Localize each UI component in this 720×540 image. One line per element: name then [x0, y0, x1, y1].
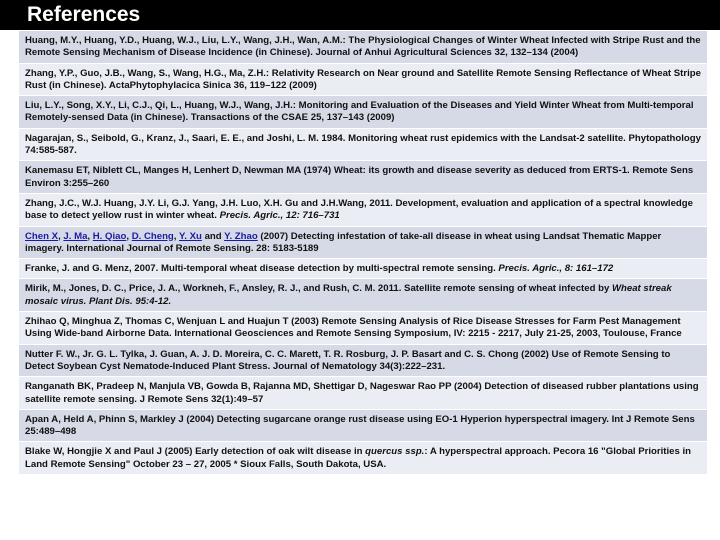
reference-item: Nagarajan, S., Seibold, G., Kranz, J., Saari, E. E., and Joshi, L. M. 1984. Monitoring wheat rust epidemics with the Landsat-2 satellite. Phytopathology 74:585-587. — [19, 129, 707, 161]
reference-item — [19, 259, 707, 278]
reference-item: Zhang, Y.P., Guo, J.B., Wang, S., Wang, H.G., Ma, Z.H.: Relativity Research on Near ground and Satellite Remote Sensing Reflectance of Wheat Stripe Rust (in Chinese). ActaPhytophylacica Sinica 36, 119–122 (2009) — [19, 64, 707, 96]
reference-item — [19, 442, 707, 474]
reference-item: Ranganath BK, Pradeep N, Manjula VB, Gowda B, Rajanna MD, Shettigar D, Nageswar Rao PP (2004) Detection of diseased rubber plantations using satellite remote sensing. J Remote Sens 32(1):49–57 — [19, 377, 707, 409]
author-link[interactable]: Y. Zhao — [224, 230, 258, 242]
reference-italic-text: Precis. Agric., 12: 716–731 — [219, 210, 340, 222]
author-link[interactable]: Y. Xu — [178, 230, 202, 242]
reference-text: , — [58, 230, 64, 242]
references-list — [19, 31, 707, 475]
reference-italic-text: Precis. Agric., 8: 161–172 — [498, 263, 614, 275]
reference-italic-text: quercus ssp. — [365, 446, 425, 458]
reference-text: , — [173, 230, 179, 242]
reference-item: Huang, M.Y., Huang, Y.D., Huang, W.J., Liu, L.Y., Wang, J.H., Wan, A.M.: The Physiological Changes of Winter Wheat Infected with Stripe Rust and the Remote Sensing Mechanism of Disease Incidence (in Chinese). Journal of Anhui Agricultural Sciences 32, 132–134 (2004) — [19, 31, 707, 63]
reference-text: and — [201, 230, 225, 242]
page-title: References — [27, 3, 141, 26]
reference-item — [19, 279, 707, 311]
author-link[interactable]: J. Ma — [63, 230, 88, 242]
reference-item: Nutter F. W., Jr. G. L. Tylka, J. Guan, A. J. D. Moreira, C. C. Marett, T. R. Rosburg, J. P. Basart and C. S. Chong (2002) Use of Remote Sensing to Detect Soybean Cyst Nematode-Induced Plant Stress. Journal of Nematology 34(3):222–231. — [19, 345, 707, 377]
reference-text: (2007) Detecting infestation of take-all disease in wheat using Landsat Thematic Mapper imagery. International Journal of Remote Sensing. 28: 5183-5189 — [25, 230, 662, 254]
reference-item — [19, 227, 707, 259]
reference-text: Franke, J. and G. Menz, 2007. Multi-temporal wheat disease detection by multi-spectral remote sensing. — [25, 263, 499, 275]
reference-text: : A hyperspectral approach. Pecora 16 "Global Priorities in Land Remote Sensing" October 23 – 27, 2005 * Sioux Falls, South Dakota, USA. — [25, 446, 692, 470]
reference-item: Liu, L.Y., Song, X.Y., Li, C.J., Qi, L., Huang, W.J., Wang, J.H.: Monitoring and Evaluation of the Diseases and Yield Winter Wheat from Multi-temporal Remotely-sensed Data (in Chinese). Transactions of the CSAE 25, 137–143 (2009) — [19, 96, 707, 128]
reference-item: Zhihao Q, Minghua Z, Thomas C, Wenjuan L and Huajun T (2003) Remote Sensing Analysis of Rice Disease Stresses for Farm Pest Management Using Wide-band Airborne Data. International Geosciences and Remote Sensing Symposium, IV: 2215 - 2217, July 21-25, 2003, Toulouse, France — [19, 312, 707, 344]
reference-item — [19, 194, 707, 226]
reference-italic-text: Wheat streak mosaic virus. Plant Dis. 95:4-12. — [25, 283, 672, 307]
reference-text: , — [126, 230, 132, 242]
reference-text: Mirik, M., Jones, D. C., Price, J. A., Workneh, F., Ansley, R. J., and Rush, C. M. 2011. Satellite remote sensing of wheat infected by — [25, 283, 612, 295]
author-link[interactable]: Chen X — [25, 230, 59, 242]
header-bar — [0, 0, 720, 30]
reference-text: Blake W, Hongjie X and Paul J (2005) Early detection of oak wilt disease in — [25, 446, 366, 458]
reference-text: Zhang, J.C., W.J. Huang, J.Y. Li, G.J. Yang, J.H. Luo, X.H. Gu and J.H.Wang, 2011. Development, evaluation and application of a spectral knowledge base to detect yellow rust in winter wheat. — [25, 197, 693, 222]
reference-item: Apan A, Held A, Phinn S, Markley J (2004) Detecting sugarcane orange rust disease using EO-1 Hyperion hyperspectral imagery. Int J Remote Sens 25:489–498 — [19, 410, 707, 442]
author-link[interactable]: D. Cheng — [131, 230, 174, 242]
reference-item: Kanemasu ET, Niblett CL, Manges H, Lenhert D, Newman MA (1974) Wheat: its growth and disease severity as deduced from ERTS-1. Remote Sens Environ 3:255–260 — [19, 161, 707, 193]
reference-text: , — [87, 230, 93, 242]
author-link[interactable]: H. Qiao — [92, 230, 127, 242]
